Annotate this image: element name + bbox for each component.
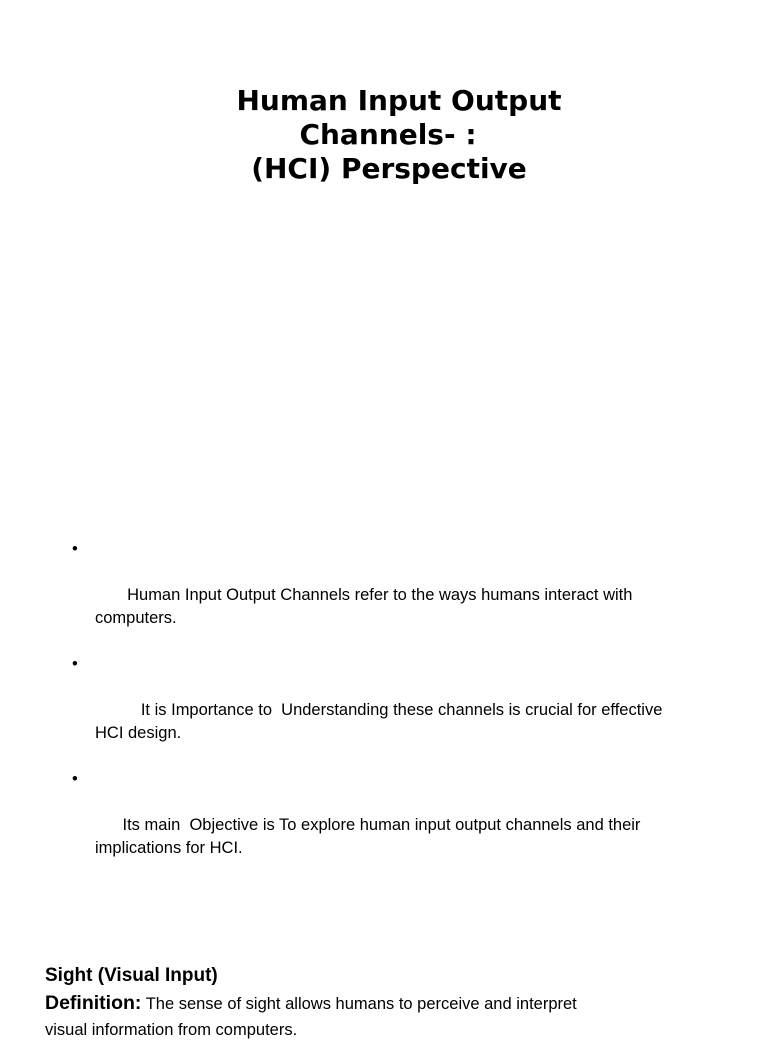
bullet-text: Its main Objective is To explore human input output channels and their implications for HCI.	[95, 816, 646, 857]
sight-section	[45, 963, 745, 1041]
title-line-3: (HCI) Perspective	[251, 152, 527, 185]
document-title	[0, 84, 768, 186]
definition-text-continued: visual information from computers.	[45, 1021, 298, 1039]
definition-line	[45, 989, 745, 1019]
definition-label: Definition:	[45, 992, 142, 1014]
bullet-text: It is Importance to Understanding these channels is crucial for effective HCI design.	[95, 701, 667, 742]
bullet-marker: •	[72, 655, 78, 673]
bullet-text: Human Input Output Channels refer to the ways humans interact with computers.	[95, 586, 638, 627]
title-line-1: Human Input Output	[236, 84, 562, 117]
definition-text: The sense of sight allows humans to perceive and interpret	[141, 995, 577, 1013]
bullet-item	[72, 768, 692, 883]
section-heading: Sight (Visual Input)	[45, 965, 218, 986]
title-line-2: Channels- :	[299, 118, 477, 151]
bullet-marker: •	[72, 540, 78, 558]
bullet-item	[72, 538, 692, 653]
bullet-marker: •	[72, 770, 78, 788]
bullet-item	[72, 653, 692, 768]
bullet-list	[72, 538, 692, 883]
